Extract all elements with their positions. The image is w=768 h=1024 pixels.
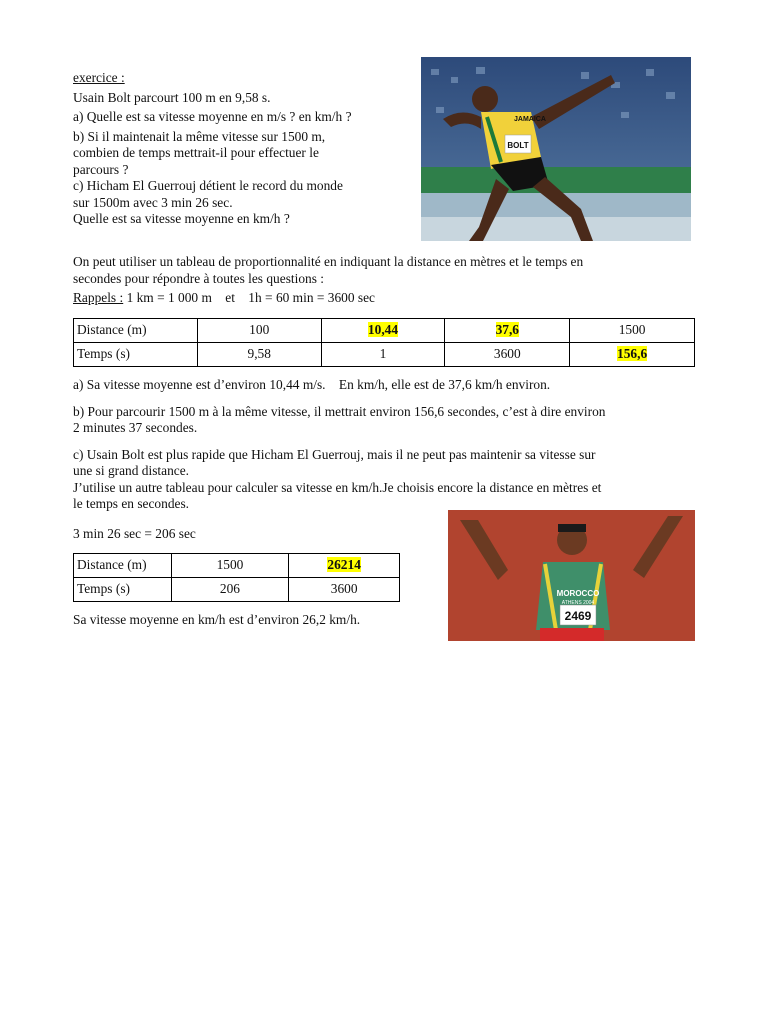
question-b-line1: b) Si il maintenait la même vitesse sur 1500 m,: [73, 128, 326, 144]
table1-distance-c3: [445, 319, 570, 343]
rappels-label: Rappels :: [73, 290, 124, 305]
table-row: [74, 578, 400, 602]
table1-distance-c2: [321, 319, 445, 343]
guerrouj-shirt-subtext: ATHENS 2004: [561, 600, 595, 606]
highlighted-value: 26214: [327, 557, 361, 573]
rappels-text: 1 km = 1 000 m et 1h = 60 min = 3600 sec: [123, 290, 375, 305]
highlighted-value: 37,6: [495, 322, 519, 338]
answer-b-line1: b) Pour parcourir 1500 m à la même vitesse, il mettrait environ 156,6 secondes, c’est à dire environ: [73, 403, 606, 419]
table1-temps-c3: 3600: [445, 343, 570, 367]
table2-distance-c1: 1500: [171, 554, 289, 578]
answer-c-line1: c) Usain Bolt est plus rapide que Hicham El Guerrouj, mais il ne peut pas maintenir sa vitesse sur: [73, 446, 596, 462]
answer-c-line2: une si grand distance.: [73, 463, 190, 478]
bolt-shirt-text: JAMAICA: [514, 116, 546, 123]
rappels-line: [73, 290, 703, 307]
exercise-block: [73, 70, 413, 228]
question-a: a) Quelle est sa vitesse moyenne en m/s ? en km/h ?: [73, 109, 352, 124]
intro-block: [73, 254, 703, 307]
table2-temps-label: Temps (s): [74, 578, 172, 602]
table2-temps-c2: 3600: [289, 578, 400, 602]
table1-distance-c4: 1500: [570, 319, 695, 343]
table1-temps-label: Temps (s): [74, 343, 198, 367]
table1-temps-c4: [570, 343, 695, 367]
final-answer: Sa vitesse moyenne en km/h est d’environ 26,2 km/h.: [73, 612, 361, 627]
table1-temps-c2: 1: [321, 343, 445, 367]
question-c-line2: sur 1500m avec 3 min 26 sec.: [73, 194, 233, 210]
table2-distance-c2: [289, 554, 400, 578]
answer-b-line2: 2 minutes 37 secondes.: [73, 420, 198, 435]
question-b-line3: parcours ?: [73, 161, 129, 177]
table2-distance-label: Distance (m): [74, 554, 172, 578]
usain-bolt-photo: [421, 57, 691, 241]
highlighted-value: 156,6: [617, 346, 648, 362]
guerrouj-shirt-text: MOROCCO: [556, 589, 600, 598]
guerrouj-photo-illustration: [448, 510, 695, 641]
exercise-heading: exercice :: [73, 70, 125, 85]
guerrouj-bib-text: 2469: [564, 609, 592, 623]
exercise-statement: Usain Bolt parcourt 100 m en 9,58 s.: [73, 89, 271, 105]
hicham-el-guerrouj-photo: [448, 510, 695, 641]
bolt-photo-illustration: [421, 57, 691, 241]
question-b-line2: combien de temps mettrait-il pour effectuer le: [73, 145, 319, 160]
question-c-line1: c) Hicham El Guerrouj détient le record du monde: [73, 178, 343, 193]
table1-distance-c1: 100: [197, 319, 321, 343]
intro-line1: On peut utiliser un tableau de proportionnalité en indiquant la distance en mètres et le temps en: [73, 254, 584, 269]
proportionality-table-2: [73, 553, 400, 602]
question-c-line3: Quelle est sa vitesse moyenne en km/h ?: [73, 211, 290, 226]
bolt-bib-text: BOLT: [507, 141, 529, 150]
answer-c-line4: le temps en secondes.: [73, 496, 190, 511]
conversion-line: 3 min 26 sec = 206 sec: [73, 526, 196, 541]
table-row: [74, 319, 695, 343]
table-row: [74, 554, 400, 578]
proportionality-table-1: [73, 318, 695, 367]
table1-distance-label: Distance (m): [74, 319, 198, 343]
answers-block: [73, 377, 703, 513]
highlighted-value: 10,44: [367, 322, 399, 338]
answer-a: a) Sa vitesse moyenne est d’environ 10,44 m/s. En km/h, elle est de 37,6 km/h environ.: [73, 377, 551, 392]
table-row: [74, 343, 695, 367]
table2-temps-c1: 206: [171, 578, 289, 602]
answer-c-line3: J’utilise un autre tableau pour calculer sa vitesse en km/h.Je choisis encore la distance en mètres et: [73, 479, 602, 495]
table1-temps-c1: 9,58: [197, 343, 321, 367]
intro-line2: secondes pour répondre à toutes les questions :: [73, 270, 325, 286]
